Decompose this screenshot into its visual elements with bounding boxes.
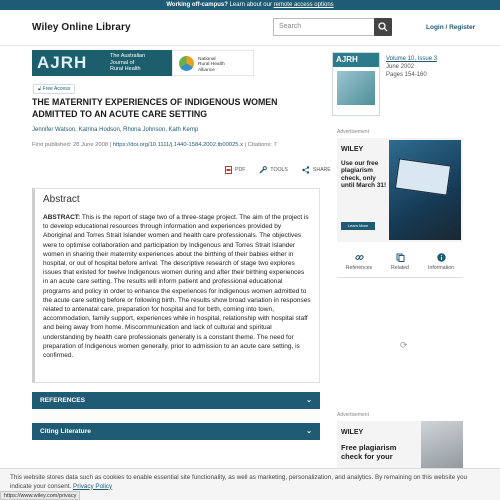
journal-name — [110, 53, 145, 73]
chevron-down-icon: ⌄ — [306, 397, 312, 404]
tools-label: TOOLS — [270, 167, 288, 173]
partner-name — [198, 57, 225, 73]
cookie-text: This website stores data such as cookies to enable essential site functionality, as well as marketing, personalization, and analytics. By remaining on this website you indicate your consent. — [10, 474, 467, 490]
ad-text: Use our free plagiarism check, only until March 31! — [341, 160, 387, 190]
plagiarism-ad[interactable] — [337, 138, 463, 242]
ad-text: Free plagiarism check for your — [341, 443, 397, 461]
free-access-label: Free Access — [42, 86, 71, 92]
journal-abbrev: AJRH — [37, 53, 88, 72]
author-list[interactable]: Jennifer Watson, Katrina Hodson, Rhona Johnson, Kath Kemp — [32, 127, 199, 133]
wrench-icon — [259, 166, 267, 174]
free-access-badge — [33, 84, 75, 94]
references-accordion[interactable] — [32, 392, 320, 409]
related-icon — [396, 253, 405, 262]
learn-more-button[interactable]: Learn More — [341, 222, 375, 230]
tab-information[interactable] — [421, 253, 461, 271]
partner-logo[interactable] — [172, 50, 254, 76]
journal-name-line: The Australian — [110, 53, 146, 59]
journal-banner[interactable] — [32, 50, 172, 76]
cover-image — [337, 71, 375, 105]
journal-name-line: Rural Health — [110, 66, 141, 72]
tab-references-label: References — [345, 265, 373, 271]
separator: | — [109, 142, 113, 148]
sidebar-tools — [337, 253, 463, 278]
abstract-label: ABSTRACT: — [43, 214, 81, 221]
first-published-label: First published: — [32, 142, 72, 148]
separator: | — [244, 142, 248, 148]
article-actions — [225, 166, 331, 174]
pdf-label: PDF — [235, 167, 246, 173]
tab-references[interactable] — [339, 253, 379, 271]
banner-bold-text: Working off-campus? — [166, 2, 228, 8]
search-input[interactable]: Search — [273, 18, 391, 36]
abstract-heading: Abstract — [43, 194, 80, 205]
site-logo[interactable]: Wiley Online Library — [32, 22, 131, 33]
references-label: REFERENCES — [40, 397, 86, 404]
search-icon — [378, 22, 388, 32]
abstract-section — [32, 188, 320, 383]
journal-cover[interactable] — [332, 52, 380, 116]
publication-info — [32, 142, 277, 148]
remote-access-banner — [0, 0, 500, 10]
issue-info — [386, 55, 437, 79]
share-icon — [302, 166, 310, 174]
link-icon — [355, 253, 364, 262]
site-header — [0, 10, 500, 46]
remote-access-link[interactable]: remote access options — [273, 2, 334, 8]
pdf-icon — [225, 166, 232, 174]
pdf-button[interactable] — [225, 166, 245, 174]
issue-date: June 2002 — [386, 64, 415, 70]
partner-name-line: Alliance — [198, 67, 215, 73]
banner-text: Learn about our — [229, 2, 272, 8]
unlock-icon: 🔓︎ — [38, 86, 42, 92]
tab-information-label: Information — [428, 265, 454, 271]
issue-link[interactable]: Volume 10, Issue 3 — [386, 56, 438, 62]
share-label: SHARE — [312, 167, 331, 173]
partner-name-line: Rural Health — [198, 62, 225, 68]
partner-name-line: National — [198, 57, 216, 62]
loading-spinner-icon: ⟳ — [400, 340, 408, 350]
tab-related[interactable] — [380, 253, 420, 271]
first-published-date: 28 June 2008 — [72, 142, 109, 148]
issue-pages: Pages 154-160 — [386, 72, 427, 78]
citation-count[interactable]: Citations: 7 — [247, 142, 277, 148]
journal-name-line: Journal of — [110, 59, 135, 66]
advertisement-label: Advertisement — [337, 412, 369, 418]
tools-button[interactable] — [259, 166, 288, 174]
chevron-down-icon: ⌄ — [306, 428, 312, 435]
browser-status-bar: https://www.wiley.com/privacy — [0, 491, 80, 500]
tab-related-label: Related — [391, 265, 409, 271]
cover-abbrev: AJRH — [333, 53, 379, 67]
share-button[interactable] — [302, 166, 331, 174]
abstract-text — [43, 213, 311, 360]
advertisement-label: Advertisement — [337, 129, 369, 135]
ad-brand: WILEY — [341, 146, 364, 153]
citing-literature-label: Citing Literature — [40, 428, 91, 435]
article-title: THE MATERNITY EXPERIENCES OF INDIGENOUS WOMEN ADMITTED TO AN ACUTE CARE SETTING — [32, 97, 278, 119]
doi-link[interactable]: https://doi.org/10.1111/j.1440-1584.2002.tb00025.x — [112, 142, 244, 148]
ad-laptop-image — [389, 140, 461, 240]
login-register-link[interactable]: Login / Register — [426, 24, 476, 31]
citing-literature-accordion[interactable] — [32, 423, 320, 440]
ad-brand: WILEY — [341, 429, 364, 436]
laptop-screen — [395, 158, 451, 195]
privacy-policy-link[interactable]: Privacy Policy — [73, 482, 113, 490]
nrha-logo-icon — [179, 56, 194, 71]
abstract-body: This is the report of stage two of a three-stage project. The aim of the project is to develop educational resources through information and experiences provided by Aboriginal and Torres Strait Islander women and health care professionals. The objectives were to optimise collaboration and participation by Indigenous and Torres Strait Islander women in sharing their maternity experiences about the birthing of their babies either in hospital, or out of hospital before arrival. The descriptive research of stage two explores issues that existed for twelve Indigenous women during and after their birthing experiences in an acute care setting. The results will inform patient and professional educational programs and policy in order to enhance the experiences for indigenous women admitted to the acute care setting before or following birth. The results show broad variation in responses related to antenatal care, preparation for hospital and for birth, coming into town, accommodation, family support, experiences while in hospital, relationship with hospital staff and being away from home. Miscommunication and lack of cultural and spiritual understanding by health care professionals generally is a constant theme. The need for preparation of Indigenous women generally, prior to admission to an acute care setting, is confirmed. — [43, 214, 311, 360]
search-button[interactable] — [374, 18, 392, 36]
info-icon — [437, 253, 446, 262]
